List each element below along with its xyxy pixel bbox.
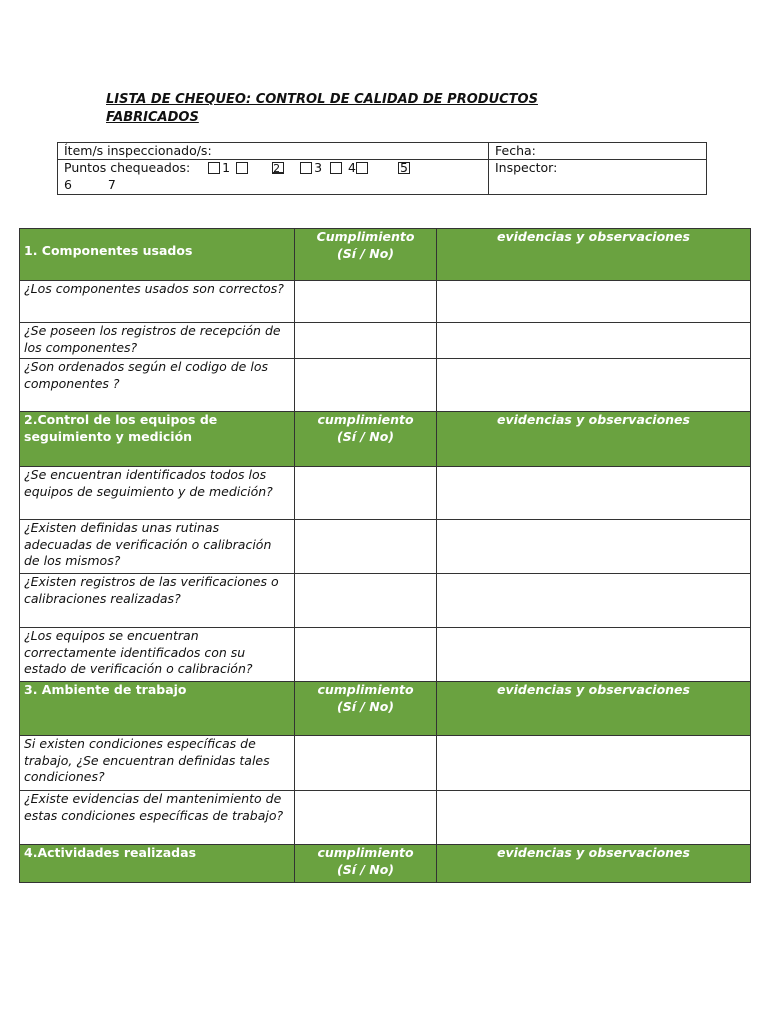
- title-line-2: FABRICADOS: [106, 110, 199, 125]
- evidencias-cell[interactable]: [437, 736, 751, 791]
- fecha-cell[interactable]: [489, 143, 707, 160]
- puntos-label: Puntos chequeados:: [64, 160, 191, 175]
- evidencias-cell[interactable]: [437, 467, 751, 520]
- document-title: [106, 91, 626, 127]
- cumplimiento-cell[interactable]: [295, 736, 437, 791]
- question-text: ¿Existe evidencias del mantenimiento de estas condiciones específicas de trabajo?: [20, 791, 295, 845]
- cumplimiento-cell[interactable]: [295, 281, 437, 323]
- info-box: [57, 142, 707, 195]
- section-title: 4.Actividades realizadas: [20, 845, 295, 883]
- checkbox-1[interactable]: [208, 162, 220, 174]
- question-text: ¿Los equipos se encuentran correctamente identificados con su estado de verificación o calibración?: [20, 628, 295, 682]
- cumplimiento-header: Cumplimiento (Sí / No): [295, 229, 437, 281]
- evidencias-cell[interactable]: [437, 791, 751, 845]
- section-header: [20, 412, 751, 467]
- cumplimiento-cell[interactable]: [295, 323, 437, 359]
- checkbox-2[interactable]: [236, 162, 248, 174]
- section-header: [20, 682, 751, 736]
- table-row: [20, 628, 751, 682]
- section-title: 2.Control de los equipos de seguimiento y medición: [20, 412, 295, 467]
- evidencias-header: evidencias y observaciones: [437, 229, 751, 281]
- table-row: [20, 791, 751, 845]
- evidencias-header: evidencias y observaciones: [437, 845, 751, 883]
- cumplimiento-cell[interactable]: [295, 520, 437, 574]
- checkbox-6[interactable]: [356, 162, 368, 174]
- question-text: ¿Los componentes usados son correctos?: [20, 281, 295, 323]
- table-row: [20, 467, 751, 520]
- cumplimiento-cell[interactable]: [295, 359, 437, 412]
- checkbox-5[interactable]: [330, 162, 342, 174]
- checkbox-label-2: 2: [273, 162, 281, 175]
- table-row: [20, 520, 751, 574]
- table-row: [20, 359, 751, 412]
- evidencias-cell[interactable]: [437, 520, 751, 574]
- question-text: ¿Son ordenados según el codigo de los componentes ?: [20, 359, 295, 412]
- cumplimiento-header: cumplimiento (Sí / No): [295, 845, 437, 883]
- checkbox-label-5: 5: [399, 160, 408, 175]
- table-row: [20, 736, 751, 791]
- checkbox-label-7: 7: [107, 177, 116, 192]
- checkbox-label-6: 6: [64, 177, 72, 192]
- evidencias-cell[interactable]: [437, 628, 751, 682]
- evidencias-header: evidencias y observaciones: [437, 682, 751, 736]
- fecha-label: Fecha:: [495, 143, 536, 158]
- cumplimiento-header: cumplimiento (Sí / No): [295, 412, 437, 467]
- section-title: 1. Componentes usados: [20, 229, 295, 281]
- section-header: [20, 229, 751, 281]
- checkbox-label-4: 4: [348, 160, 356, 175]
- table-row: [20, 281, 751, 323]
- cumplimiento-cell[interactable]: [295, 791, 437, 845]
- table-row: [20, 574, 751, 628]
- inspector-label: Inspector:: [495, 160, 558, 175]
- checklist-table: [19, 228, 751, 883]
- inspector-cell[interactable]: [489, 160, 707, 195]
- cumplimiento-cell[interactable]: [295, 574, 437, 628]
- title-line-1: LISTA DE CHEQUEO: CONTROL DE CALIDAD DE PRODUCTOS: [106, 92, 538, 107]
- puntos-cell: [58, 160, 489, 195]
- items-cell[interactable]: [58, 143, 489, 160]
- section-title: 3. Ambiente de trabajo: [20, 682, 295, 736]
- checkbox-label-3: 3: [314, 160, 323, 175]
- evidencias-cell[interactable]: [437, 359, 751, 412]
- evidencias-cell[interactable]: [437, 323, 751, 359]
- cumplimiento-header: cumplimiento (Sí / No): [295, 682, 437, 736]
- cumplimiento-cell[interactable]: [295, 467, 437, 520]
- items-label: Ítem/s inspeccionado/s:: [64, 143, 212, 158]
- question-text: ¿Existen registros de las verificaciones o calibraciones realizadas?: [20, 574, 295, 628]
- evidencias-cell[interactable]: [437, 281, 751, 323]
- evidencias-cell[interactable]: [437, 574, 751, 628]
- cumplimiento-cell[interactable]: [295, 628, 437, 682]
- evidencias-header: evidencias y observaciones: [437, 412, 751, 467]
- question-text: ¿Existen definidas unas rutinas adecuadas de verificación o calibración de los mismos?: [20, 520, 295, 574]
- table-row: [20, 323, 751, 359]
- checkbox-4[interactable]: [300, 162, 312, 174]
- question-text: ¿Se encuentran identificados todos los equipos de seguimiento y de medición?: [20, 467, 295, 520]
- question-text: ¿Se poseen los registros de recepción de los componentes?: [20, 323, 295, 359]
- checkbox-label-1: 1: [222, 160, 231, 175]
- question-text: Si existen condiciones específicas de trabajo, ¿Se encuentran definidas tales condiciones?: [20, 736, 295, 791]
- section-header: [20, 845, 751, 883]
